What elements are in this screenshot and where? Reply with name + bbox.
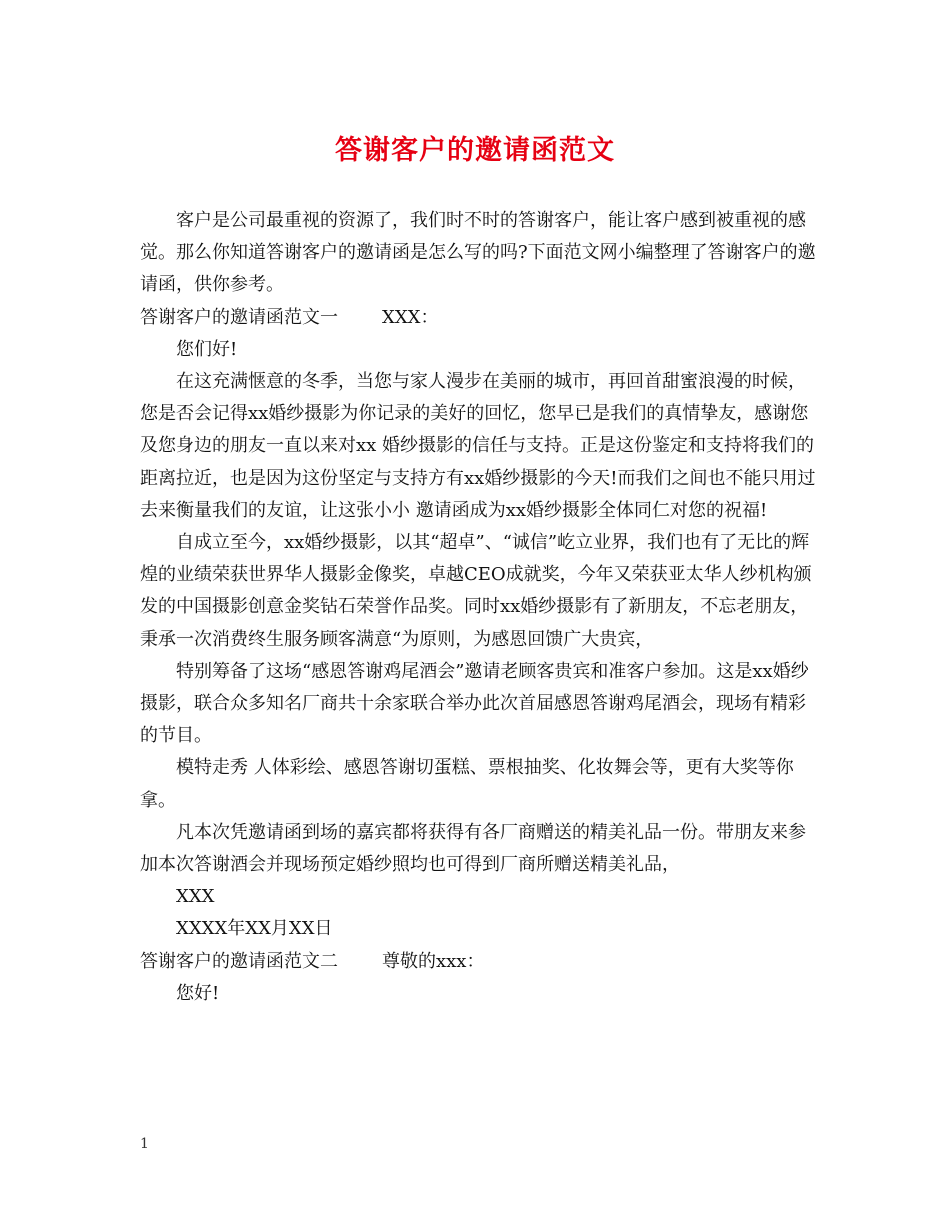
section-heading-1-salutation: XXX： [382,306,439,328]
section-heading-2 [140,946,820,978]
signature-date: XXXX年XX月XX日 [176,918,333,940]
intro-paragraph: 客户是公司最重视的资源了，我们时不时的答谢客户，能让客户感到被重视的感觉。那么你知道答谢客户的邀请函是怎么写的吗?下面范文网小编整理了答谢客户的邀请函，供你参考。 [140,210,816,296]
document-body [140,205,820,1010]
body-paragraph-4: 模特走秀 人体彩绘、感恩答谢切蛋糕、票根抽奖、化妆舞会等，更有大奖等你拿。 [140,757,794,811]
page-number: 1 [140,1136,149,1152]
greeting-paragraph: 您们好! [176,338,238,360]
greeting-paragraph-2: 您好! [176,982,220,1004]
section-heading-2-salutation: 尊敬的xxx： [382,950,485,972]
body-paragraph-2: 自成立至今，xx婚纱摄影，以其“超卓”、“诚信”屹立业界，我们也有了无比的辉煌的业绩荣获世界华人摄影金像奖，卓越CEO成就奖，今年又荣获亚太华人纱机构颁发的中国摄影创意金奖钻石荣誉作品奖。同时xx婚纱摄影有了新朋友，不忘老朋友，秉承一次消费终生服务顾客满意“为原则，为感恩回馈广大贵宾， [140,532,812,650]
body-paragraph-1: 在这充满惬意的冬季，当您与家人漫步在美丽的城市，再回首甜蜜浪漫的时候，您是否会记得xx婚纱摄影为你记录的美好的回忆，您早已是我们的真情挚友，感谢您及您身边的朋友一直以来对xx 婚纱摄影的信任与支持。正是这份鉴定和支持将我们的距离拉近，也是因为这份坚定与支持方有xx婚纱摄影的今天!而我们之间也不能只用过去来衡量我们的友谊，让这张小小 邀请函成为xx婚纱摄影全体同仁对您的祝福! [140,371,816,521]
document-title: 答谢客户的邀请函范文 [335,135,615,166]
section-heading-2-title: 答谢客户的邀请函范文二 [140,950,338,972]
body-paragraph-3: 特别筹备了这场“感恩答谢鸡尾酒会”邀请老顾客贵宾和准客户参加。这是xx婚纱摄影，联合众多知名厂商共十余家联合举办此次首届感恩答谢鸡尾酒会，现场有精彩的节目。 [140,660,809,747]
section-heading-1 [140,302,820,334]
signature-name: XXX [176,886,215,908]
body-paragraph-5: 凡本次凭邀请函到场的嘉宾都将获得有各厂商赠送的精美礼品一份。带朋友来参加本次答谢酒会并现场预定婚纱照均也可得到厂商所赠送精美礼品， [140,821,806,876]
section-heading-1-title: 答谢客户的邀请函范文一 [140,306,338,328]
